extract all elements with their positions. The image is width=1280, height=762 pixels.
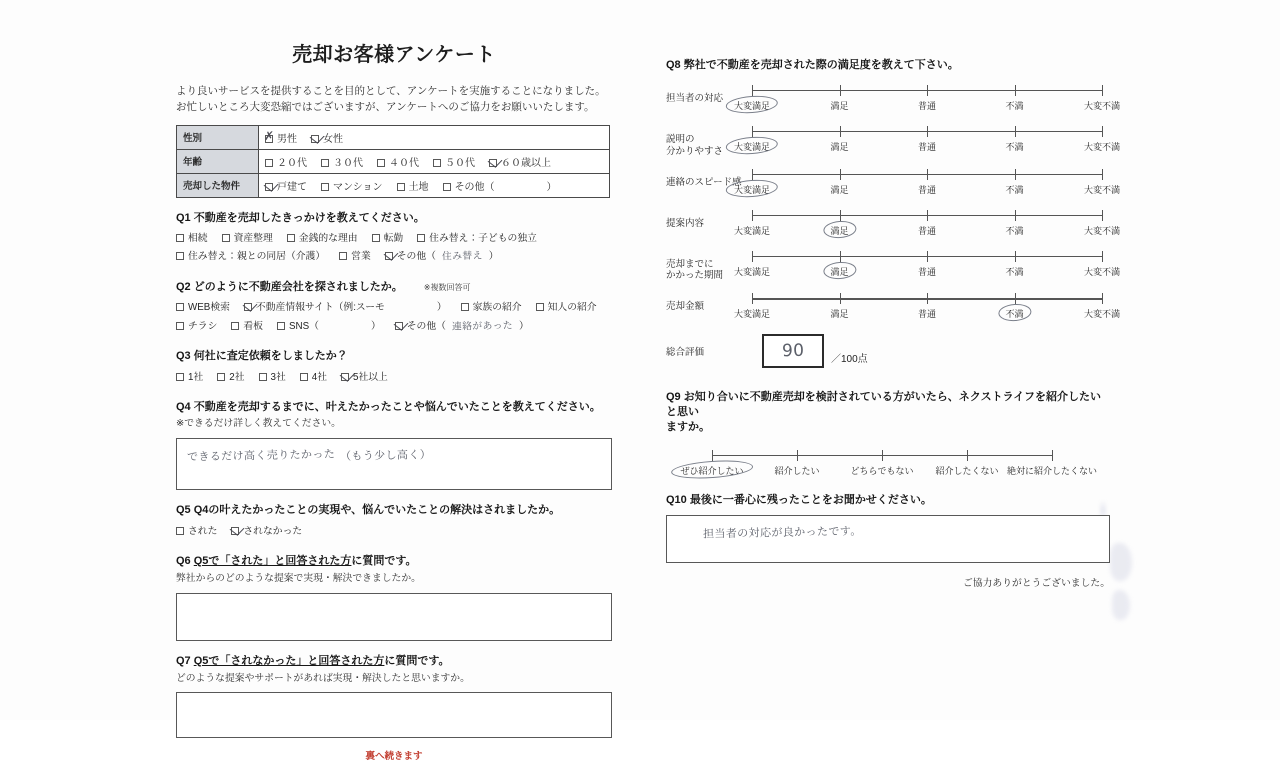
q8-score-suffix: ／100点 <box>831 354 868 366</box>
q1-option-label: 転勤 <box>383 233 404 245</box>
checkbox-icon[interactable] <box>176 527 184 535</box>
q8-row-label: 連絡のスピード感 <box>666 176 742 188</box>
q2-title: Q2 どのように不動産会社を探されましたか。 ※複数回答可 <box>176 280 471 293</box>
scale-tick-label[interactable]: 普通 <box>917 141 937 152</box>
q1-option[interactable] <box>287 230 358 248</box>
q3-option-label: 1社 <box>188 371 204 383</box>
scale-tick <box>840 293 841 304</box>
scale-tick <box>840 210 841 221</box>
q1-option-label: 相続 <box>188 233 208 245</box>
scale-tick-label[interactable]: 普通 <box>917 100 937 111</box>
scale-tick <box>1015 85 1016 96</box>
checkbox-icon[interactable] <box>489 159 497 167</box>
q5-options <box>176 523 612 541</box>
thanks-note: ご協力ありがとうございました。 <box>963 577 1110 589</box>
q2-option-label: チラシ <box>188 320 218 332</box>
q1-option[interactable] <box>176 230 208 248</box>
profile-0-option-label: 男性 <box>277 133 297 145</box>
q2-option[interactable] <box>277 318 381 336</box>
scale-tick <box>752 169 753 180</box>
checkbox-icon[interactable] <box>244 303 252 311</box>
q1-option[interactable] <box>372 230 404 248</box>
q9-scale-tick <box>712 450 713 461</box>
checkbox-icon[interactable] <box>176 373 184 381</box>
profile-1-option[interactable] <box>489 154 551 169</box>
scale-tick-label[interactable]: 大変不満 <box>1083 309 1121 320</box>
q1-option-label: 金銭的な理由 <box>298 233 358 245</box>
q3-option-label: 2社 <box>229 371 245 383</box>
q9-scale-tick-label[interactable]: 紹介したい <box>774 465 820 476</box>
profile-row-label: 売却した物件 <box>177 173 259 197</box>
checkbox-icon[interactable] <box>176 322 184 330</box>
q2-option-label: 看板 <box>243 320 263 332</box>
scale-tick-label[interactable]: 満足 <box>830 100 849 111</box>
scale-tick-label[interactable]: 大変不満 <box>1083 141 1121 152</box>
scale-tick <box>927 293 928 304</box>
checkbox-icon[interactable] <box>397 183 405 191</box>
q2-option-trailing: ） <box>370 320 381 332</box>
q8-title: Q8 弊社で不動産を売却された際の満足度を教えて下さい。 <box>666 59 959 71</box>
checkbox-icon[interactable] <box>443 183 451 191</box>
scale-tick-label[interactable]: 満足 <box>830 225 849 236</box>
profile-0-option-label: 女性 <box>323 133 343 145</box>
scan-artifact <box>1112 590 1130 620</box>
q8-scale-row <box>666 251 1121 283</box>
q1-option-label: 住み替え：子どもの独立 <box>429 233 537 245</box>
scale-tick <box>840 85 841 96</box>
q2-option-trailing: ） <box>519 320 529 332</box>
q8-row-scale <box>733 293 1121 323</box>
scale-tick <box>927 251 928 262</box>
scale-tick <box>1015 210 1016 221</box>
q9-scale-tick-label[interactable]: 絶対に紹介したくない <box>1006 465 1098 476</box>
q2-option[interactable] <box>231 318 263 336</box>
checkbox-icon[interactable] <box>377 159 385 167</box>
q2-options <box>176 299 612 335</box>
question-q6 <box>176 554 612 641</box>
profile-1-option-label: ５０代 <box>445 157 475 169</box>
checkbox-icon[interactable] <box>300 373 308 381</box>
q8-row-label: 売却までに かかった期間 <box>666 258 724 282</box>
profile-2-option[interactable] <box>443 178 557 193</box>
q8-row-scale <box>733 126 1121 156</box>
scale-tick-label[interactable]: 不満 <box>1005 266 1024 277</box>
intro-text <box>176 83 612 116</box>
q10-answer-text: 担当者の対応が良かったです。 <box>702 524 862 541</box>
profile-1-option[interactable] <box>433 154 475 169</box>
scale-tick-label[interactable]: 大変満足 <box>733 141 771 152</box>
profile-1-option-label: ４０代 <box>389 157 419 169</box>
scale-tick-label[interactable]: 大変不満 <box>1083 266 1121 277</box>
q2-option-trailing: ） <box>436 302 447 314</box>
profile-2-option[interactable] <box>397 178 429 193</box>
q4-answer-line-2: （もう少し高く） <box>339 448 431 464</box>
question-q2 <box>176 280 612 336</box>
scale-tick <box>752 126 753 137</box>
profile-2-option-label: その他（ <box>454 181 495 193</box>
q1-option[interactable] <box>417 230 537 248</box>
q8-scale-row <box>666 85 1121 115</box>
q2-option-label: SNS（ <box>288 320 319 332</box>
q9-scale-tick <box>797 450 798 461</box>
scale-tick <box>752 293 753 304</box>
q8-scale-row <box>666 210 1121 240</box>
respondent-profile-table <box>176 125 610 198</box>
q2-option-label: 知人の紹介 <box>547 302 597 314</box>
scale-tick <box>1015 251 1016 262</box>
profile-row-options <box>259 125 610 149</box>
q8-score-value: 90 <box>781 341 805 362</box>
scale-tick-label[interactable]: 不満 <box>1005 141 1024 152</box>
scale-tick <box>927 210 928 221</box>
q6-subtitle: 弊社からのどのような提案で実現・解決できましたか。 <box>176 572 421 584</box>
q8-row-label: 売却金額 <box>666 301 705 313</box>
profile-1-option-label: ２０代 <box>277 157 307 169</box>
q5-option[interactable] <box>176 523 217 541</box>
scale-tick <box>1102 251 1103 262</box>
profile-1-option-label: ３０代 <box>333 157 363 169</box>
scale-tick-label[interactable]: 不満 <box>1005 225 1024 236</box>
q2-option-label: その他（ <box>406 320 446 332</box>
scale-tick <box>752 251 753 262</box>
scale-tick <box>1102 85 1103 96</box>
checkbox-icon[interactable] <box>259 373 267 381</box>
q8-total-evaluation-row <box>666 334 1110 368</box>
scale-tick <box>1015 126 1016 137</box>
scale-tick <box>1015 293 1016 304</box>
q1-option-label: その他（ <box>396 251 436 263</box>
right-column <box>666 0 1121 589</box>
profile-2-option-label: マンション <box>333 181 383 193</box>
q1-option[interactable] <box>339 248 371 266</box>
profile-2-option-label: 土地 <box>408 181 429 193</box>
q3-option-label: 3社 <box>270 371 286 383</box>
q3-option[interactable] <box>176 369 203 387</box>
q9-scale <box>666 449 1110 483</box>
profile-row-options <box>259 173 610 197</box>
scale-tick-label[interactable]: 満足 <box>830 141 849 152</box>
profile-2-option-label: 戸建て <box>277 181 307 193</box>
profile-0-option[interactable] <box>265 130 297 145</box>
q4-answer-box[interactable] <box>176 438 612 490</box>
q1-option-label: 資産整理 <box>233 233 273 245</box>
checkbox-icon[interactable] <box>222 234 230 242</box>
q1-option[interactable] <box>176 248 325 266</box>
checkbox-icon[interactable] <box>176 234 184 242</box>
scale-tick-label[interactable]: 普通 <box>917 184 937 195</box>
scale-tick <box>752 210 753 221</box>
q3-option-label: 4社 <box>311 371 327 383</box>
checkbox-icon[interactable] <box>265 183 273 191</box>
scale-tick <box>1102 210 1103 221</box>
checkbox-icon[interactable] <box>395 322 403 330</box>
scale-tick <box>840 126 841 137</box>
checkbox-icon[interactable] <box>231 322 239 330</box>
q1-option-handwriting: 住み替え <box>441 251 483 263</box>
q9-scale-tick-label[interactable]: ぜひ紹介したい <box>680 465 744 476</box>
q2-note: ※複数回答可 <box>423 282 471 292</box>
question-q8 <box>666 58 1121 368</box>
question-q5 <box>176 503 612 541</box>
scale-tick-label[interactable]: 大変満足 <box>733 184 771 195</box>
q9-title-line-2: ますか。 <box>666 421 710 434</box>
checkbox-icon[interactable] <box>417 234 425 242</box>
q2-option-handwriting: 連絡があった <box>451 319 514 333</box>
q1-option[interactable] <box>385 248 499 266</box>
profile-row <box>177 149 610 173</box>
q8-row-scale <box>733 169 1121 199</box>
q8-scale-row <box>666 126 1121 158</box>
checkbox-icon[interactable] <box>176 303 184 311</box>
checkbox-icon[interactable] <box>341 373 349 381</box>
question-q10 <box>666 493 1110 563</box>
scale-tick <box>1102 293 1103 304</box>
q8-scale-row <box>666 293 1121 323</box>
profile-1-option[interactable] <box>377 154 419 169</box>
q7-title: Q7 Q5で「されなかった」と回答された方に質問です。 <box>176 654 450 667</box>
q2-option[interactable] <box>461 299 522 317</box>
profile-1-option[interactable] <box>321 154 363 169</box>
scale-tick-label[interactable]: 大変満足 <box>733 266 771 277</box>
q9-title <box>666 390 1110 435</box>
q5-option-label: されなかった <box>243 526 303 537</box>
q3-option[interactable] <box>259 369 286 387</box>
q1-options <box>176 230 612 266</box>
q10-title: Q10 最後に一番心に残ったことをお聞かせください。 <box>666 493 932 506</box>
scale-tick-label[interactable]: 普通 <box>917 225 937 236</box>
q8-scale-rows <box>666 85 1121 324</box>
question-q1 <box>176 211 612 267</box>
q5-option-label: された <box>188 526 218 537</box>
profile-2-option[interactable] <box>321 178 383 193</box>
continued-note: 裏へ続きます <box>365 751 423 762</box>
q7-answer-box[interactable] <box>176 692 612 738</box>
scale-tick <box>1102 169 1103 180</box>
q8-row-scale <box>733 85 1121 115</box>
q8-row-label: 説明の 分かりやすさ <box>666 133 724 157</box>
q9-scale-tick <box>1052 450 1053 461</box>
scale-tick-label[interactable]: 不満 <box>1005 184 1024 195</box>
q1-option[interactable] <box>222 230 273 248</box>
q9-scale-tick <box>882 450 883 461</box>
q9-scale-tick-label[interactable]: 紹介したくない <box>935 465 999 476</box>
checkbox-icon[interactable] <box>385 252 393 260</box>
q5-option[interactable] <box>231 523 302 541</box>
q8-total-label: 総合評価 <box>666 347 705 359</box>
scale-tick-label[interactable]: 満足 <box>830 266 849 277</box>
q7-subtitle: どのような提案やサポートがあれば実現・解決したと思いますか。 <box>176 672 470 684</box>
scale-tick <box>840 251 841 262</box>
scale-tick-label[interactable]: 大変不満 <box>1083 225 1121 236</box>
scale-tick-label[interactable]: 普通 <box>917 309 937 320</box>
q1-title: Q1 不動産を売却したきっかけを教えてください。 <box>176 211 425 224</box>
scale-tick-label[interactable]: 大変不満 <box>1083 184 1121 195</box>
q2-option[interactable] <box>395 318 529 336</box>
q2-option[interactable] <box>536 299 597 317</box>
q8-scale-row <box>666 169 1121 199</box>
q1-option-label: 住み替え：親との同居（介護） <box>188 251 326 263</box>
q10-answer-box[interactable] <box>666 515 1110 563</box>
q9-title-line-1: Q9 お知り合いに不動産売却を検討されている方がいたら、ネクストライフを紹介したいと思い <box>666 391 1101 419</box>
checkbox-icon[interactable] <box>536 303 544 311</box>
q8-row-scale <box>733 251 1121 281</box>
q3-option[interactable] <box>341 369 388 387</box>
scale-tick <box>752 85 753 96</box>
checkbox-icon[interactable] <box>287 234 295 242</box>
left-column <box>176 0 612 762</box>
q9-scale-tick-label[interactable]: どちらでもない <box>850 465 914 476</box>
q1-option-label: 営業 <box>351 251 371 263</box>
question-q9 <box>666 390 1110 483</box>
checkbox-icon[interactable] <box>176 252 184 260</box>
checkbox-icon[interactable] <box>217 373 225 381</box>
page-title: 売却お客様アンケート <box>292 44 496 66</box>
q8-row-scale <box>733 210 1121 240</box>
q6-title-underlined: Q5で「された」と回答された方 <box>193 555 352 568</box>
q9-scale-tick <box>967 450 968 461</box>
scale-tick-label[interactable]: 大変満足 <box>733 225 771 236</box>
scale-tick <box>1102 126 1103 137</box>
checkbox-icon[interactable] <box>321 159 329 167</box>
q3-options <box>176 369 612 387</box>
q4-answer-line-1: できるだけ高く売りたかった <box>186 447 336 464</box>
q3-option[interactable] <box>300 369 327 387</box>
q8-row-label: 提案内容 <box>666 217 705 229</box>
scale-tick <box>927 169 928 180</box>
checkbox-icon[interactable] <box>265 135 273 143</box>
profile-row-options <box>259 149 610 173</box>
scale-tick-label[interactable]: 普通 <box>917 266 937 277</box>
checkbox-icon[interactable] <box>461 303 469 311</box>
scale-tick-label[interactable]: 満足 <box>830 309 849 320</box>
checkbox-icon[interactable] <box>433 159 441 167</box>
checkbox-icon[interactable] <box>277 322 285 330</box>
profile-2-option-trailing: ） <box>546 181 557 193</box>
intro-line-2: お忙しいところ大変恐縮ではございますが、アンケートへのご協力をお願いいたします。 <box>176 101 595 114</box>
profile-1-option-label: ６０歳以上 <box>501 157 551 169</box>
q6-answer-box[interactable] <box>176 593 612 641</box>
scale-tick-label[interactable]: 大変満足 <box>733 100 771 111</box>
question-q3 <box>176 349 612 387</box>
q8-row-label: 担当者の対応 <box>666 92 724 104</box>
question-q7 <box>176 654 612 739</box>
scale-tick-label[interactable]: 不満 <box>1005 309 1024 320</box>
scale-tick-label[interactable]: 不満 <box>1005 100 1024 111</box>
checkbox-icon[interactable] <box>231 527 239 535</box>
intro-line-1: より良いサービスを提供することを目的として、アンケートを実施することになりました。 <box>176 85 606 97</box>
scale-tick <box>1015 169 1016 180</box>
checkbox-icon[interactable] <box>339 252 347 260</box>
q2-option-label: WEB検索 <box>188 302 230 314</box>
q1-option-trailing: ） <box>488 251 499 263</box>
profile-0-option[interactable] <box>311 130 343 145</box>
scale-tick <box>840 169 841 180</box>
checkbox-icon[interactable] <box>321 183 329 191</box>
q5-title: Q5 Q4の叶えたかったことの実現や、悩んでいたことの解決はされましたか。 <box>176 504 561 517</box>
q3-option-label: 5社以上 <box>353 371 388 383</box>
profile-2-option[interactable] <box>265 178 307 193</box>
q2-option[interactable] <box>176 318 217 336</box>
q8-score-box[interactable] <box>762 334 824 368</box>
q3-title: Q3 何社に査定依頼をしましたか？ <box>176 349 348 362</box>
q2-option-label: 不動産情報サイト（例:スーモ <box>255 302 385 314</box>
q2-option-label: 家族の紹介 <box>472 302 522 314</box>
scan-artifact <box>1110 543 1132 581</box>
q2-option[interactable] <box>244 299 447 317</box>
checkbox-icon[interactable] <box>265 159 273 167</box>
profile-row <box>177 125 610 149</box>
q6-title: Q6 Q5で「された」と回答された方に質問です。 <box>176 555 417 568</box>
q7-title-underlined: Q5で「されなかった」と回答された方 <box>193 654 385 667</box>
scale-tick-label[interactable]: 大変満足 <box>733 309 771 320</box>
scale-tick-label[interactable]: 満足 <box>830 184 849 195</box>
question-q4 <box>176 400 612 491</box>
profile-1-option[interactable] <box>265 154 307 169</box>
profile-row-label: 性別 <box>177 125 259 149</box>
q4-subtitle: ※できるだけ詳しく教えてください。 <box>176 418 341 430</box>
scale-tick-label[interactable]: 大変不満 <box>1083 100 1121 111</box>
checkbox-icon[interactable] <box>372 234 380 242</box>
profile-row-label: 年齢 <box>177 149 259 173</box>
profile-row <box>177 173 610 197</box>
q4-title: Q4 不動産を売却するまでに、叶えたかったことや悩んでいたことを教えてください。 <box>176 400 601 413</box>
q3-option[interactable] <box>217 369 244 387</box>
checkbox-icon[interactable] <box>311 135 319 143</box>
scale-tick <box>927 85 928 96</box>
q2-option[interactable] <box>176 299 230 317</box>
scale-tick <box>927 126 928 137</box>
